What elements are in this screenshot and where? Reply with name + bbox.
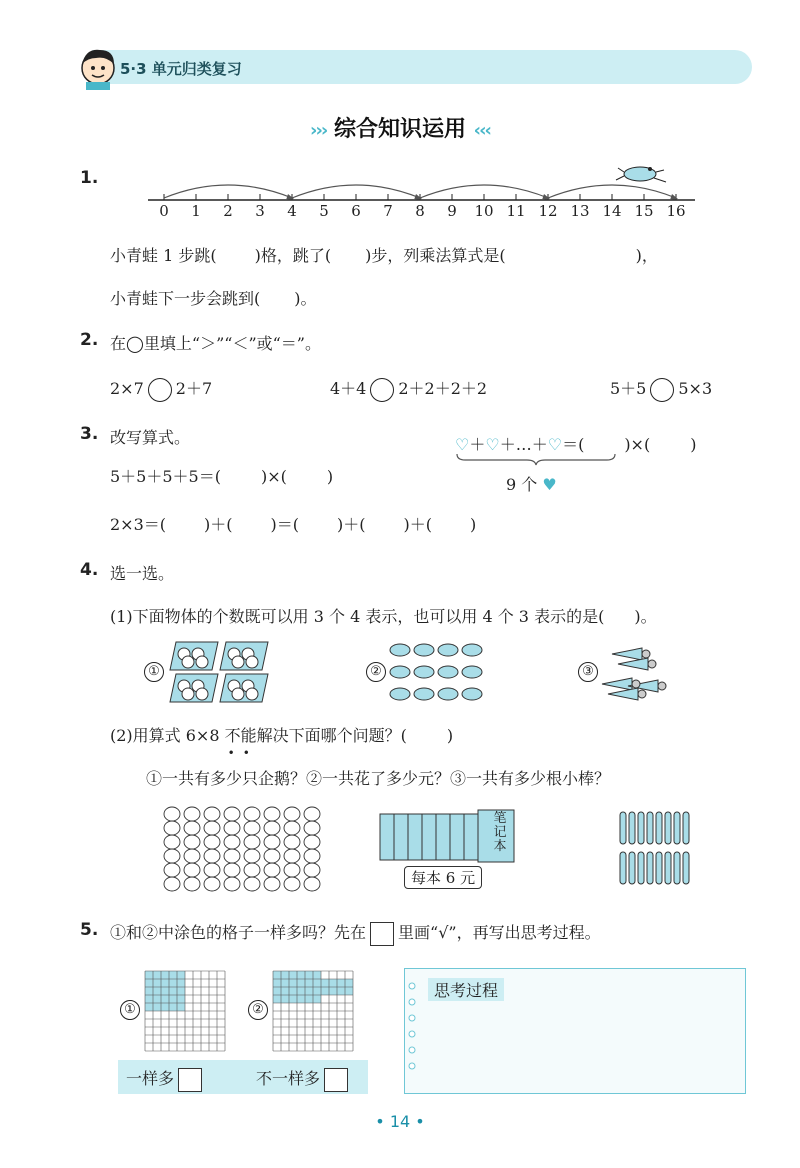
fish-group-icon <box>388 642 492 702</box>
q2-number: 2. <box>80 330 99 350</box>
penguin-icon <box>164 863 180 877</box>
notebooks-icon <box>374 806 534 866</box>
q3-line1: 5＋5＋5＋5＝( )×( ) <box>110 467 334 486</box>
tick-label: 9 <box>447 202 457 220</box>
penguin-icon <box>204 877 220 891</box>
boy-mascot-icon <box>76 44 122 90</box>
compare-circle[interactable] <box>148 378 172 402</box>
header-title: 5·3 单元归类复习 <box>120 60 242 78</box>
not-same-checkbox[interactable] <box>324 1068 348 1092</box>
stick-icon <box>620 852 626 884</box>
same-checkbox[interactable] <box>178 1068 202 1092</box>
buns-tray-icon <box>166 640 278 706</box>
number-line-labels <box>140 202 710 222</box>
tick-label: 4 <box>287 202 297 220</box>
compare-circle[interactable] <box>370 378 394 402</box>
stick-icon <box>620 812 626 844</box>
penguin-icon <box>284 863 300 877</box>
q5-number: 5. <box>80 920 99 940</box>
penguin-icon <box>284 835 300 849</box>
penguin-icon <box>264 835 280 849</box>
stick-icon <box>656 852 662 884</box>
penguin-icon <box>184 835 200 849</box>
check-box-placeholder <box>370 922 394 946</box>
heart-icon: ♡ <box>547 435 563 454</box>
grid-2 <box>272 970 354 1052</box>
penguin-icon <box>184 849 200 863</box>
compare-circle[interactable] <box>650 378 674 402</box>
tick-label: 1 <box>191 202 201 220</box>
q4-prompt: 选一选。 <box>110 564 175 583</box>
tick-label: 15 <box>634 202 654 220</box>
carrots-icon <box>598 640 668 702</box>
stick-icon <box>683 812 689 844</box>
q1-line2: 小青蛙下一步会跳到( )。 <box>110 289 317 308</box>
sticks-icon <box>616 810 696 890</box>
stick-icon <box>638 812 644 844</box>
think-label: 思考过程 <box>428 978 504 1001</box>
tick-label: 2 <box>223 202 233 220</box>
q3-line2: 2×3＝( )＋( )＝( )＋( )＋( ) <box>110 515 477 534</box>
page-number: • 14 • <box>375 1112 425 1131</box>
penguin-icon <box>184 863 200 877</box>
penguin-icon <box>244 877 260 891</box>
q4-sub1: (1)下面物体的个数既可以用 3 个 4 表示，也可以用 4 个 3 表示的是( )。 <box>110 607 657 626</box>
penguin-icon <box>244 807 260 821</box>
arrows-right: ‹‹‹ <box>473 120 490 141</box>
arrows-left: ››› <box>310 120 327 141</box>
penguin-icon <box>224 849 240 863</box>
section-title-text: 综合知识运用 <box>333 117 466 142</box>
grid-mark: ② <box>248 1000 268 1020</box>
q3-number: 3. <box>80 424 99 444</box>
penguin-icon <box>284 877 300 891</box>
q5-prompt: ①和②中涂色的格子一样多吗？先在 里画“√”，再写出思考过程。 <box>110 920 601 946</box>
stick-icon <box>647 812 653 844</box>
tick-label: 8 <box>415 202 425 220</box>
stick-icon <box>683 852 689 884</box>
penguin-icon <box>204 821 220 835</box>
penguin-icon <box>224 807 240 821</box>
penguin-icon <box>304 835 320 849</box>
grid-1 <box>144 970 226 1052</box>
option-mark: ① <box>144 662 164 682</box>
penguin-icon <box>244 835 260 849</box>
penguins-icon <box>162 806 326 892</box>
stick-icon <box>629 812 635 844</box>
penguin-icon <box>304 807 320 821</box>
penguin-icon <box>284 807 300 821</box>
penguin-icon <box>184 807 200 821</box>
q1-number: 1. <box>80 168 99 188</box>
penguin-icon <box>284 821 300 835</box>
penguin-icon <box>244 863 260 877</box>
penguin-icon <box>184 877 200 891</box>
tick-label: 7 <box>383 202 393 220</box>
penguin-icon <box>204 849 220 863</box>
tick-label: 6 <box>351 202 361 220</box>
stick-icon <box>665 852 671 884</box>
penguin-icon <box>224 863 240 877</box>
penguin-icon <box>164 835 180 849</box>
q2-item-1: 2×7 2＋7 <box>110 376 212 402</box>
penguin-icon <box>164 849 180 863</box>
penguin-icon <box>304 863 320 877</box>
heart-icon: ♡ <box>485 435 500 454</box>
penguin-icon <box>304 821 320 835</box>
penguin-icon <box>164 807 180 821</box>
frog-icon <box>616 167 666 182</box>
penguin-icon <box>264 821 280 835</box>
emphasis-dots: •• <box>227 746 258 760</box>
stick-icon <box>656 812 662 844</box>
penguin-icon <box>224 877 240 891</box>
q4-number: 4. <box>80 560 99 580</box>
penguin-icon <box>304 877 320 891</box>
q4-questions: ①一共有多少只企鹅？②一共花了多少元？③一共有多少根小棒？ <box>146 769 611 788</box>
stick-icon <box>647 852 653 884</box>
tick-label: 3 <box>255 202 265 220</box>
tick-label: 14 <box>602 202 622 220</box>
penguin-icon <box>204 863 220 877</box>
tick-label: 13 <box>570 202 590 220</box>
penguin-icon <box>244 849 260 863</box>
penguin-icon <box>204 835 220 849</box>
heart-icon: ♥ <box>542 475 557 494</box>
q4-sub2: (2)用算式 6×8 不能 •• 解决下面哪个问题？( ) <box>110 726 454 760</box>
q2-item-2: 4＋4 2＋2＋2＋2 <box>330 376 487 402</box>
tick-label: 12 <box>538 202 558 220</box>
tick-label: 16 <box>666 202 686 220</box>
brace <box>455 452 617 466</box>
q3-prompt: 改写算式。 <box>110 428 191 447</box>
penguin-icon <box>264 863 280 877</box>
penguin-icon <box>224 835 240 849</box>
notebook-label: 笔记本 <box>493 811 507 854</box>
option-mark: ② <box>366 662 386 682</box>
stick-icon <box>674 812 680 844</box>
penguin-icon <box>264 807 280 821</box>
notebook-rings <box>404 978 424 1088</box>
stick-icon <box>638 852 644 884</box>
penguin-icon <box>224 821 240 835</box>
stick-icon <box>674 852 680 884</box>
heart-icon: ♡ <box>455 435 470 454</box>
penguin-icon <box>284 849 300 863</box>
stick-icon <box>665 812 671 844</box>
q2-prompt: 在◯里填上“＞”“＜”或“＝”。 <box>110 334 321 353</box>
penguin-icon <box>204 807 220 821</box>
penguin-icon <box>244 821 260 835</box>
same-option: 一样多 <box>126 1066 202 1092</box>
penguin-icon <box>164 821 180 835</box>
penguin-icon <box>164 877 180 891</box>
section-title <box>0 112 800 143</box>
penguin-icon <box>264 849 280 863</box>
tick-label: 5 <box>319 202 329 220</box>
q3-heart-expression: ♡＋♡＋…＋♡＝( )×( ) <box>455 435 697 454</box>
heart-count: 9 个 ♥ <box>506 475 557 494</box>
grid-mark: ① <box>120 1000 140 1020</box>
q2-item-3: 5＋5 5×3 <box>610 376 712 402</box>
option-mark: ③ <box>578 662 598 682</box>
q1-line1: 小青蛙 1 步跳( )格，跳了( )步，列乘法算式是( )， <box>110 246 658 265</box>
tick-label: 10 <box>474 202 494 220</box>
penguin-icon <box>264 877 280 891</box>
penguin-icon <box>304 849 320 863</box>
tick-label: 0 <box>159 202 169 220</box>
penguin-icon <box>184 821 200 835</box>
price-tag: 每本 6 元 <box>404 866 482 889</box>
tick-label: 11 <box>506 202 526 220</box>
not-same-option: 不一样多 <box>256 1066 348 1092</box>
stick-icon <box>629 852 635 884</box>
